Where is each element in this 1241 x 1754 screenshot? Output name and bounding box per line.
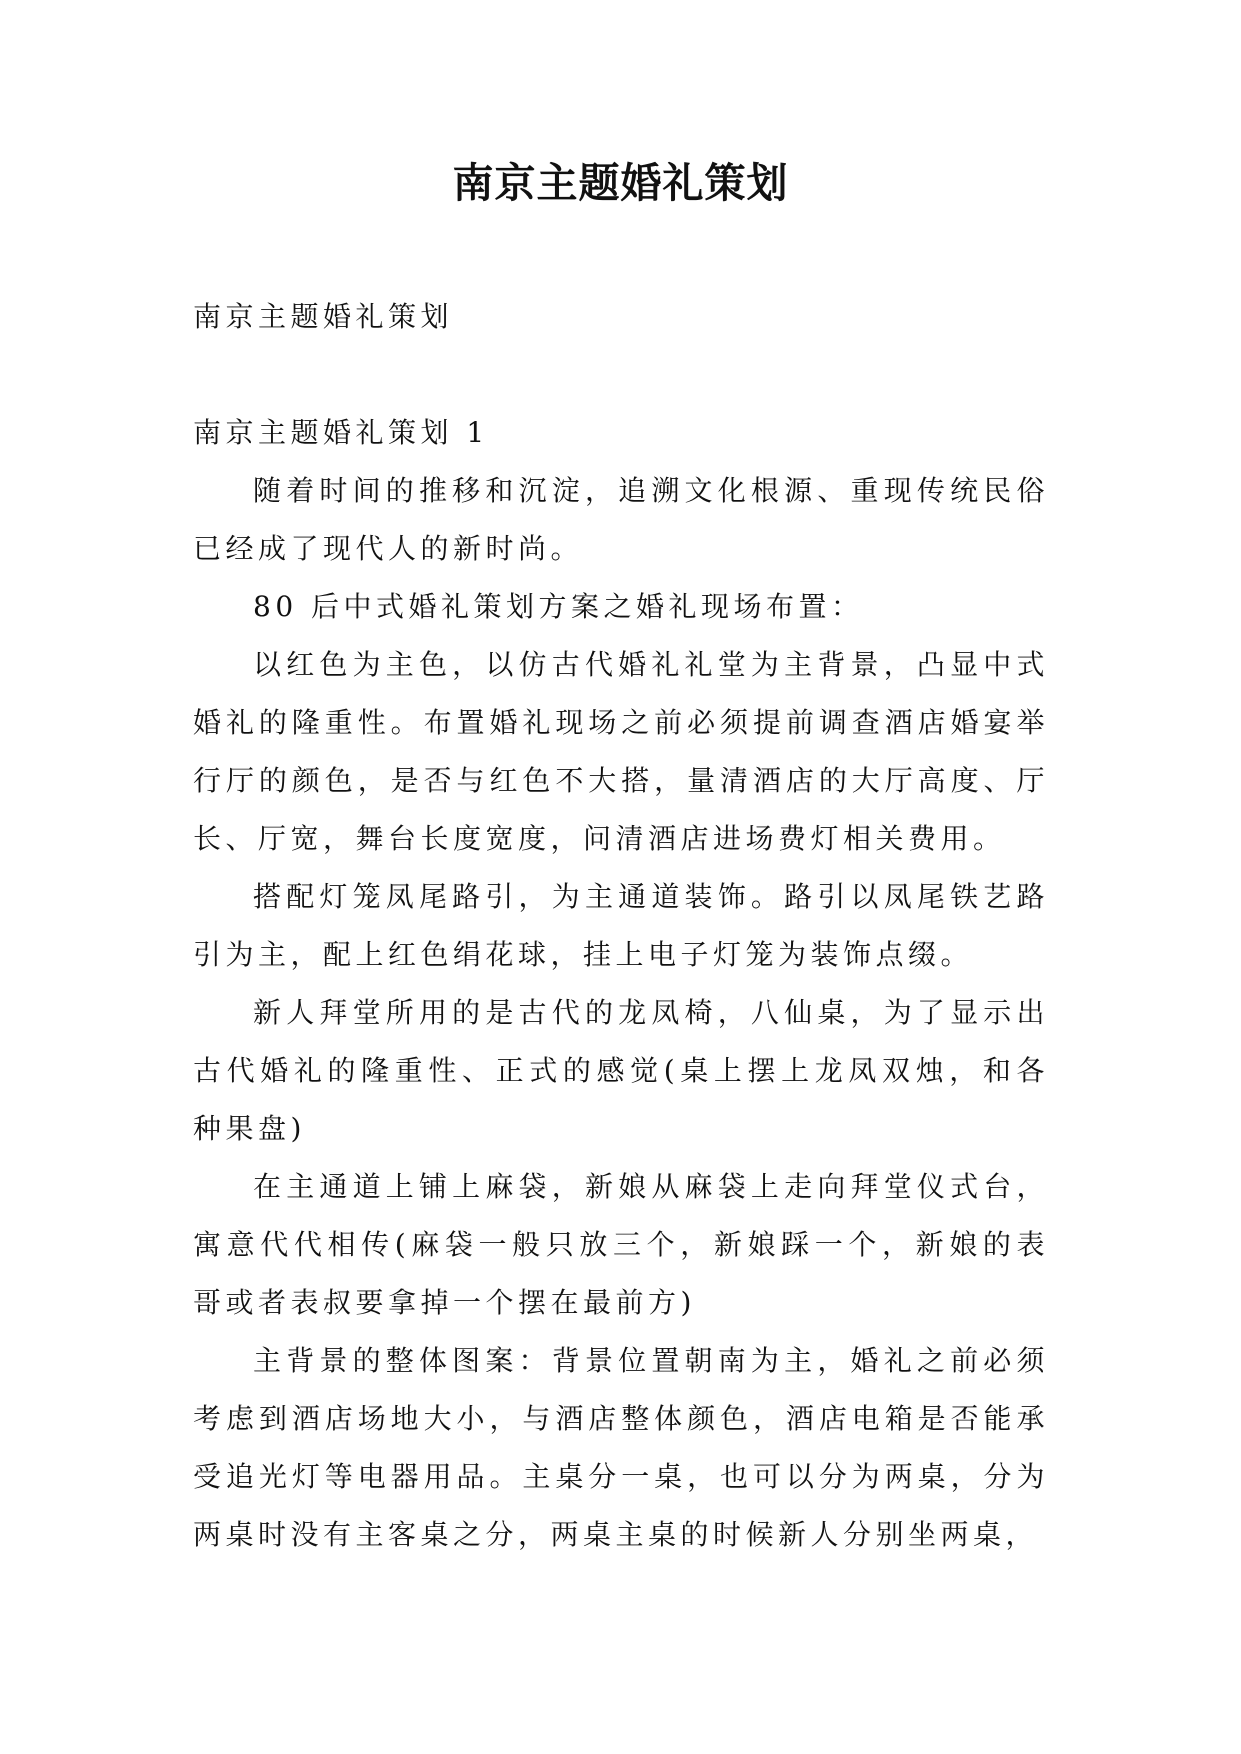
section-heading: 南京主题婚礼策划 1 — [193, 416, 489, 449]
paragraph: 随着时间的推移和沉淀，追溯文化根源、重现传统民俗已经成了现代人的新时尚。 — [193, 474, 1049, 565]
paragraph: 新人拜堂所用的是古代的龙凤椅，八仙桌，为了显示出古代婚礼的隆重性、正式的感觉(桌上摆上龙凤双烛，和各种果盘) — [193, 996, 1049, 1145]
paragraph: 在主通道上铺上麻袋，新娘从麻袋上走向拜堂仪式台，寓意代代相传(麻袋一般只放三个，新娘踩一个，新娘的表哥或者表叔要拿掉一个摆在最前方) — [193, 1170, 1049, 1319]
document-title: 南京主题婚礼策划 — [452, 159, 789, 207]
paragraph: 以红色为主色，以仿古代婚礼礼堂为主背景，凸显中式婚礼的隆重性。布置婚礼现场之前必须提前调查酒店婚宴举行厅的颜色，是否与红色不大搭，量清酒店的大厅高度、厅长、厅宽，舞台长度宽度，问清酒店进场费灯相关费用。 — [193, 648, 1049, 855]
body-paragraphs — [193, 462, 1049, 1564]
paragraph: 80 后中式婚礼策划方案之婚礼现场布置： — [253, 590, 864, 623]
paragraph: 搭配灯笼凤尾路引，为主通道装饰。路引以凤尾铁艺路引为主，配上红色绢花球，挂上电子灯笼为装饰点缀。 — [193, 880, 1049, 971]
paragraph: 主背景的整体图案：背景位置朝南为主，婚礼之前必须考虑到酒店场地大小，与酒店整体颜色，酒店电箱是否能承受追光灯等电器用品。主桌分一桌，也可以分为两桌，分为两桌时没有主客桌之分，两桌主桌的时候新人分别坐两桌， — [193, 1344, 1049, 1551]
document-subtitle: 南京主题婚礼策划 — [193, 300, 454, 333]
